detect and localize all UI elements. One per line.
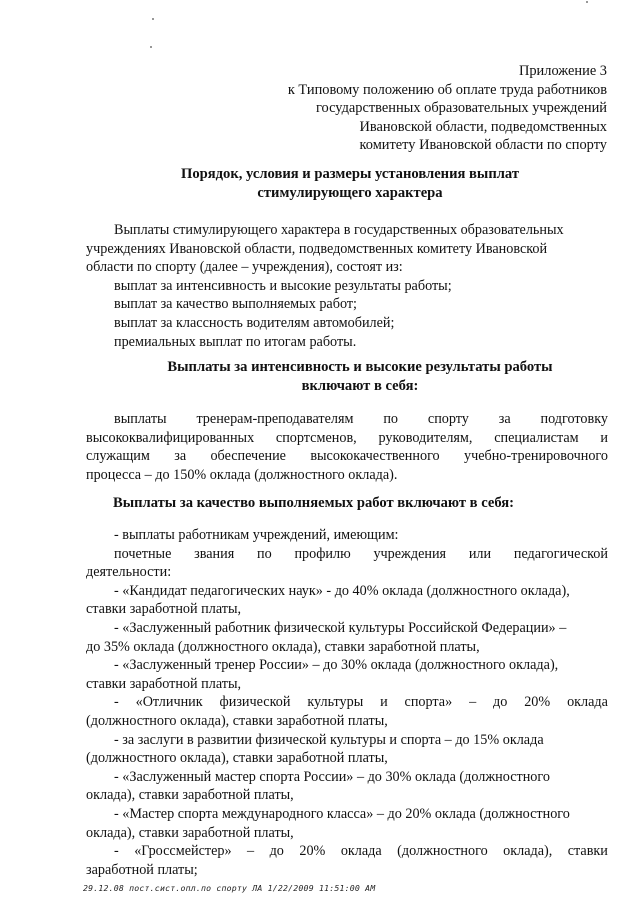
intro-list-item: выплат за качество выполняемых работ;: [114, 296, 357, 313]
appendix-reference-line: Ивановской области, подведомственных: [359, 118, 607, 135]
word: учебно-тренировочного: [463, 448, 608, 465]
word: обеспечение: [210, 448, 286, 465]
paragraph-line: - «Заслуженный тренер России» – до 30% оклада (должностного оклада),: [114, 657, 559, 674]
title-line: Порядок, условия и размеры установления выплат: [180, 166, 519, 182]
justified-line: [86, 693, 608, 712]
appendix-number: Приложение 3: [518, 63, 607, 79]
intro-paragraph: [86, 221, 608, 351]
intro-line: области по спорту (далее – учреждения), состоят из:: [86, 259, 403, 276]
paragraph-line: - «Заслуженный работник физической культуры Российской Федерации» –: [114, 619, 567, 636]
word: оклада: [567, 694, 608, 711]
paragraph-line: оклада), ставки заработной платы,: [86, 787, 294, 804]
word: тренерам-преподавателям: [196, 411, 354, 427]
document-footer: 29.12.08 пост.сист.опл.по спорту ЛА 1/22/2009 11:51:00 AM: [83, 883, 376, 893]
word: -: [114, 843, 119, 860]
word: руководителям,: [378, 429, 473, 446]
intro-list-item: выплат за классность водителям автомобилей;: [114, 314, 395, 331]
word: высококвалифицированных: [86, 429, 255, 446]
word: спорта»: [404, 694, 453, 711]
intro-line: учреждениях Ивановской области, подведомственных комитету Ивановской: [86, 240, 548, 257]
word: «Гроссмейстер»: [134, 843, 232, 860]
paragraph-line: деятельности:: [86, 564, 172, 581]
word: оклада),: [503, 843, 553, 860]
word: «Отличник: [135, 694, 203, 711]
paragraph-line: ставки заработной платы,: [86, 601, 242, 618]
word: специалистам: [494, 429, 579, 446]
intensity-paragraph: [86, 410, 608, 484]
word: и: [380, 694, 388, 711]
word: -: [114, 694, 119, 711]
quality-paragraph: [86, 526, 608, 879]
justified-line: [86, 447, 608, 466]
title-line: стимулирующего характера: [257, 185, 443, 201]
word: звания: [194, 545, 235, 562]
word: или: [468, 545, 492, 562]
word: подготовку: [540, 411, 608, 427]
word: –: [469, 694, 477, 711]
scan-speck: [150, 46, 152, 48]
word: 20%: [524, 694, 551, 711]
word: до: [493, 694, 508, 711]
word: профилю: [294, 545, 351, 562]
paragraph-line: - «Мастер спорта международного класса» – до 20% оклада (должностного: [114, 805, 570, 822]
intro-line: Выплаты стимулирующего характера в государственных образовательных: [114, 222, 564, 238]
paragraph-line: - выплаты работникам учреждений, имеющим:: [114, 527, 399, 543]
word: высококачественного: [310, 448, 440, 465]
word: служащим: [86, 448, 150, 465]
word: спорту: [427, 411, 469, 427]
paragraph-line: ставки заработной платы,: [86, 675, 242, 692]
section-heading-line: Выплаты за интенсивность и высокие результаты работы: [167, 359, 553, 375]
word: за: [498, 411, 511, 427]
scan-speck: [152, 18, 154, 20]
appendix-reference-line: комитету Ивановской области по спорту: [359, 137, 607, 154]
appendix-reference-line: к Типовому положению об оплате труда работников: [287, 81, 607, 98]
word: за: [174, 448, 187, 465]
paragraph-line: - за заслуги в развитии физической культуры и спорта – до 15% оклада: [114, 731, 544, 748]
word: спортсменов,: [275, 429, 357, 446]
word: (должностного: [397, 843, 488, 860]
word: по: [257, 545, 272, 562]
word: 20%: [299, 843, 326, 860]
word: ставки: [567, 843, 608, 860]
scan-speck: [586, 1, 588, 3]
section-heading-quality: Выплаты за качество выполняемых работ включают в себя:: [113, 495, 515, 511]
justified-line: [86, 545, 608, 564]
paragraph-line: заработной платы;: [86, 861, 198, 878]
word: педагогической: [513, 545, 608, 562]
word: выплаты: [114, 411, 167, 427]
paragraph-line: процесса – до 150% оклада (должностного оклада).: [86, 466, 398, 483]
word: –: [247, 843, 255, 860]
paragraph-line: - «Кандидат педагогических наук» - до 40% оклада (должностного оклада),: [114, 582, 570, 599]
word: по: [383, 411, 399, 427]
word: почетные: [114, 545, 172, 562]
paragraph-line: до 35% оклада (должностного оклада), ставки заработной платы,: [86, 638, 480, 655]
word: культуры: [307, 694, 364, 711]
section-heading-line: включают в себя:: [301, 378, 419, 394]
document-title: [150, 165, 550, 203]
intro-list-item: выплат за интенсивность и высокие результаты работы;: [114, 277, 452, 294]
appendix-reference-line: государственных образовательных учреждений: [316, 100, 607, 117]
appendix-header: [288, 62, 607, 155]
paragraph-line: (должностного оклада), ставки заработной платы,: [86, 750, 388, 767]
word: и: [600, 429, 608, 446]
paragraph-line: (должностного оклада), ставки заработной платы,: [86, 712, 388, 729]
justified-line: [86, 410, 608, 429]
word: учреждения: [373, 545, 447, 562]
word: оклада: [340, 843, 382, 860]
paragraph-line: оклада), ставки заработной платы,: [86, 824, 294, 841]
section-heading-intensity: [150, 358, 570, 396]
justified-line: [86, 842, 608, 861]
word: до: [269, 843, 284, 860]
justified-line: [86, 429, 608, 448]
intro-list-item: премиальных выплат по итогам работы.: [114, 333, 357, 350]
paragraph-line: - «Заслуженный мастер спорта России» – до 30% оклада (должностного: [114, 768, 550, 785]
word: физической: [219, 694, 291, 711]
